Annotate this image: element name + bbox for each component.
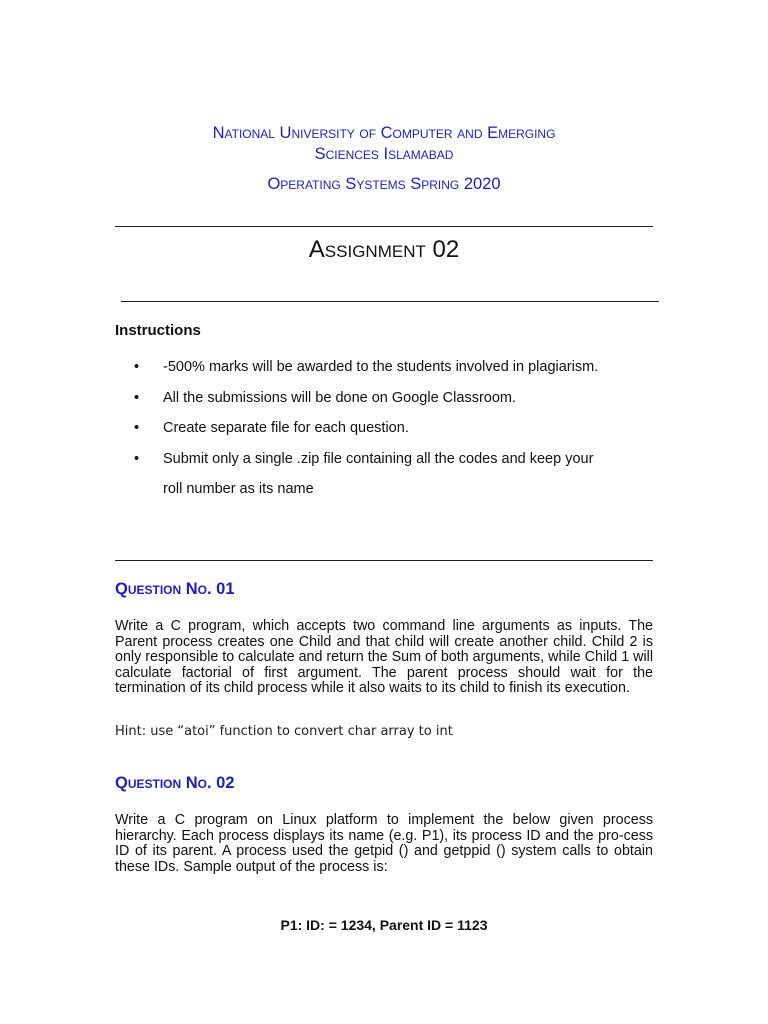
question-1-title: Question No. 01: [115, 580, 235, 598]
sample-output: P1: ID: = 1234, Parent ID = 1123: [280, 917, 488, 933]
list-item: • Submit only a single .zip file containing all the codes and keep your roll number as its name: [134, 444, 604, 505]
bullet-icon: •: [134, 389, 140, 406]
university-line-1: National University of Computer and Emerging: [212, 124, 556, 142]
divider-below-title: [121, 301, 659, 302]
divider-before-questions: [115, 560, 653, 561]
question-2-title: Question No. 02: [115, 774, 235, 792]
bullet-icon: •: [134, 450, 140, 467]
question-1-body: Write a C program, which accepts two command line arguments as inputs. The Parent process creates one Child and that child will create another child. Child 2 is only responsible to calculate and return the Sum of both arguments, while Child 1 will calculate factorial of first argument. The parent process should wait for the termination of its child process while it also waits to its child to finish its execution.: [115, 618, 654, 697]
instructions-heading: Instructions: [115, 322, 201, 339]
list-item: • -500% marks will be awarded to the students involved in plagiarism.: [134, 352, 604, 383]
assignment-title: Assignment 02: [308, 236, 460, 263]
divider-top: [115, 226, 653, 227]
list-item: • All the submissions will be done on Google Classroom.: [134, 383, 604, 414]
question-2-body: Write a C program on Linux platform to implement the below given process hierarchy. Each process displays its name (e.g. P1), its process ID and the pro-cess ID of its parent. A process used the getpid () and getppid () system calls to obtain these IDs. Sample output of the process is:: [115, 812, 653, 875]
bullet-icon: •: [134, 359, 140, 375]
list-item: • Create separate file for each question.: [134, 413, 604, 444]
university-line-2: Sciences Islamabad: [314, 145, 454, 163]
question-1-hint: Hint: use “atoi” function to convert char array to int: [115, 724, 453, 739]
course-title: Operating Systems Spring 2020: [267, 175, 501, 193]
bullet-icon: •: [134, 420, 140, 436]
instructions-list: [134, 352, 604, 505]
university-title: [0, 123, 768, 165]
